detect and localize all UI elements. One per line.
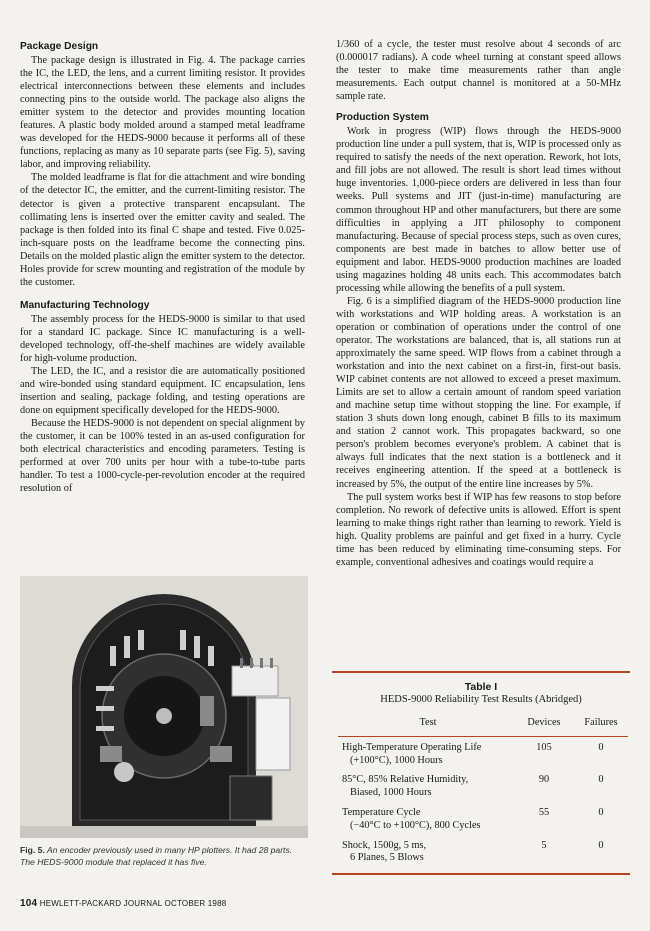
- paragraph: The package design is illustrated in Fig. 4. The package carries the IC, the LED, the lens, and a current limiting resistor. It provides electrical interconnections between these elements and includes connecting pins to the outside world. The package also aligns the emitter system to the detector and provides mounting location features. A plastic body molded around a stamped metal leadframe was developed for the HEDS-9000 because it performs all of these functions, replacing as many as 10 separate parts (see Fig. 5), saving labor, and improving reliability.: [20, 55, 305, 171]
- test-name: Shock, 1500g, 5 ms,: [342, 839, 427, 851]
- header-test: Test: [338, 717, 514, 736]
- failures-cell: 0: [598, 839, 604, 851]
- paragraph: 1/360 of a cycle, the tester must resolve about 4 seconds of arc (0.000017 radians). A code wheel turning at constant speed allows the tester to make time measurements rather than angle measurements. Each output channel is monitored at a 50-MHz sample rate.: [336, 39, 621, 103]
- table-row: [338, 769, 628, 802]
- table-subtitle: HEDS-9000 Reliability Test Results (Abridged): [380, 694, 582, 705]
- paragraph: The LED, the IC, and a resistor die are automatically positioned and wire-bonded using standard equipment. IC encapsulation, lens insertion and sealing, package folding, and testing operations are done on equipment specifically developed for the HEDS-9000.: [20, 366, 305, 417]
- caption-text: An encoder previously used in many HP plotters. It had 28 parts. The HEDS-9000 module that replaced it has five.: [20, 845, 293, 867]
- table-row: [338, 835, 628, 868]
- test-detail: (−40°C to +100°C), 800 Cycles: [350, 819, 481, 831]
- header-devices: Devices: [514, 717, 574, 736]
- figure-caption: [20, 845, 308, 868]
- test-detail: Biased, 1000 Hours: [350, 787, 432, 799]
- test-name: Temperature Cycle: [342, 806, 421, 818]
- paragraph: Because the HEDS-9000 is not dependent on special alignment by the customer, it can be 100% tested in an as-used configuration for both electrical characteristics and encoding parameters. Testing is performed at over 700 units per hour with a tube-to-tube parts handler. To test a 1000-cycle-per-revolution encoder at the required resolution of: [20, 418, 305, 495]
- failures-cell: 0: [598, 806, 604, 818]
- table-title: Table I: [464, 681, 498, 693]
- failures-cell: 0: [598, 741, 604, 753]
- encoder-photo: [20, 576, 308, 838]
- paragraph: The molded leadframe is flat for die attachment and wire bonding of the detector IC, the emitter, and the current-limiting resistor. The detector is given a protective transparent encapsulant. The collimating lens is inserted over the emitter cavity and sealed. The package is then folded into its final C shape and tested. Five 0.025-inch-square posts on the leadframe become the connecting pins. Details on the molded plastic align the emitter system to the detector. Holes provide for screw mounting and registration of the module by the customer.: [20, 172, 305, 288]
- paragraph: Fig. 6 is a simplified diagram of the HEDS-9000 production line with workstations and WIP holding areas. A workstation is an operation or combination of operations under the control of one operator. The workstations are balanced, that is, all stations run at approximately the same speed. WIP flows from a cabinet through a workstation and into the next cabinet on a first-in, first-out basis. WIP cabinet contents are not allowed to exceed a preset maximum. Limits are set to allow a certain amount of random speed variation and machine setup time without stopping the line. For example, if station 3 shuts down long enough, cabinet B fills to its maximum and station 2 cannot work. This propagates backward, so one person's problem becomes everyone's problem. A cabinet that is always full indicates that the next station is a bottleneck and it receives engineering attention. If the speed at a bottleneck is increased by 5%, the output of the entire line increases by 5%.: [336, 295, 621, 490]
- test-detail: 6 Planes, 5 Blows: [350, 852, 424, 864]
- devices-cell: 105: [536, 741, 552, 753]
- failures-cell: 0: [598, 774, 604, 786]
- paragraph: Work in progress (WIP) flows through the HEDS-9000 production line under a pull system, that is, WIP is processed only as required to satisfy the needs of the next operation. Rework, hot lots, and fill jobs are not allowed. The result is short lead times without huge inventories. 1,000-piece orders are delivered in less than four weeks. Pull systems and JIT (just-in-time) manufacturing are common throughout HP and other manufacturers, but there are some difficulties in applying a JIT philosophy to component manufacturing. Because of special process steps, such as oven cures, components are best made in batches to allow better use of equipment and labor. HEDS-9000 production machines are loaded using magazines holding 48 units each. This accommodates batch processing while allowing the benefits of a pull system.: [336, 126, 621, 294]
- heading-production-system: Production System: [336, 112, 429, 124]
- journal-name: HEWLETT-PACKARD JOURNAL OCTOBER 1988: [39, 899, 227, 908]
- reliability-table: [332, 671, 630, 875]
- devices-cell: 55: [538, 806, 550, 818]
- table-row: [338, 736, 628, 769]
- devices-cell: 90: [538, 774, 550, 786]
- table-grid: [338, 717, 628, 867]
- encoder-illustration: [20, 576, 308, 838]
- test-name: High-Temperature Operating Life: [342, 741, 482, 753]
- test-name: 85°C, 85% Relative Humidity,: [342, 774, 469, 786]
- right-column: [336, 38, 621, 569]
- table-row: [338, 802, 628, 835]
- paragraph: The pull system works best if WIP has few reasons to stop before completion. No rework of defective units is allowed. Effort is spent learning to make things right rather than learning to rework. Yield is high. Quality problems are painful and get fixed in a hurry. Cycle time has been reduced by eliminating time-consuming steps. For example, conventional adhesives and coatings would require a: [336, 491, 621, 568]
- devices-cell: 5: [541, 839, 547, 851]
- table-header-row: [338, 717, 628, 736]
- page-number: 104: [20, 898, 38, 909]
- page-footer: [20, 898, 226, 909]
- heading-package-design: Package Design: [20, 41, 99, 52]
- left-column: [20, 40, 305, 496]
- heading-manufacturing-technology: Manufacturing Technology: [20, 299, 150, 311]
- caption-label: Fig. 5.: [20, 845, 45, 855]
- header-failures: Failures: [574, 717, 628, 736]
- test-detail: (+100°C), 1000 Hours: [350, 754, 443, 766]
- paragraph: The assembly process for the HEDS-9000 is similar to that used for a standard IC package. Since IC manufacturing is a well-developed technology, off-the-shelf machines are widely available for high-volume production.: [20, 313, 305, 364]
